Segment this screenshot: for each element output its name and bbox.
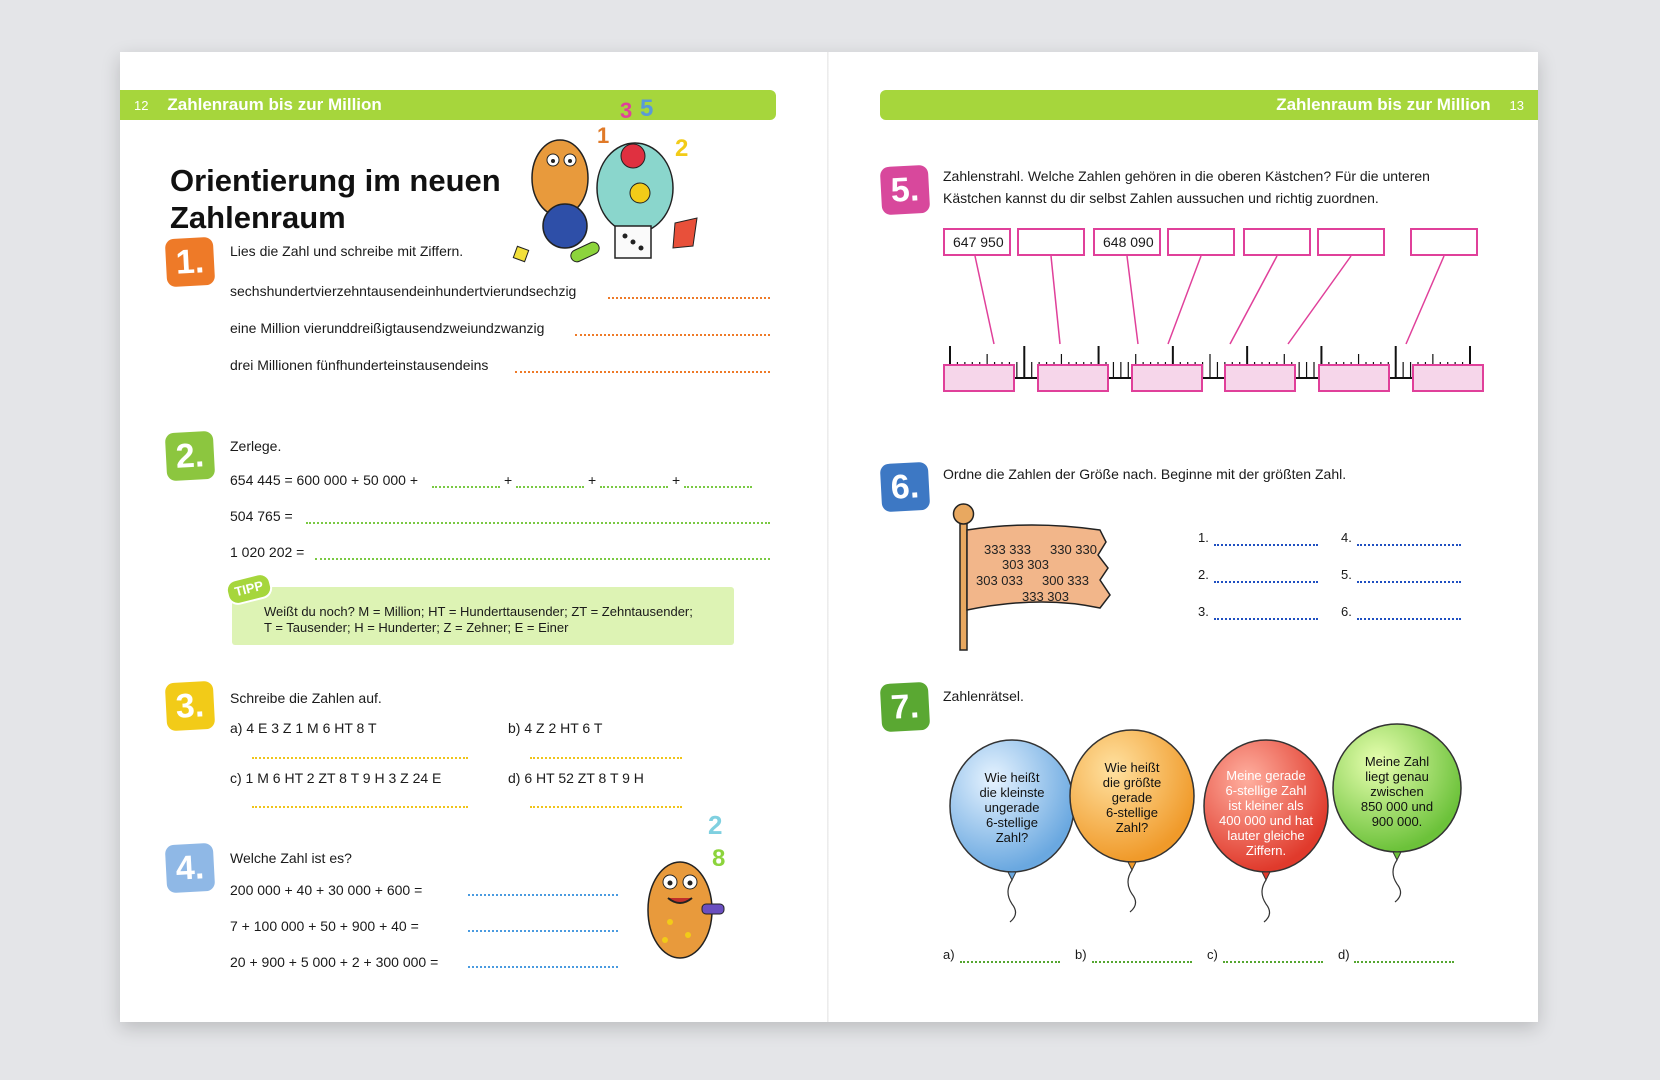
flag-number: 300 333 bbox=[1042, 573, 1089, 588]
balloon-b-text bbox=[1082, 760, 1182, 835]
order-slot-label: 5. bbox=[1341, 567, 1352, 582]
balloon-line: Ziffern. bbox=[1245, 843, 1287, 858]
plus-sign: + bbox=[672, 472, 681, 488]
exercise-2-row-3: 1 020 202 = bbox=[230, 544, 305, 560]
answer-line[interactable] bbox=[1357, 581, 1461, 583]
number-line-connector bbox=[1168, 256, 1201, 344]
exercise-1-instruction: Lies die Zahl und schreibe mit Ziffern. bbox=[230, 243, 464, 259]
balloon-line: Meine gerade bbox=[1226, 768, 1306, 783]
left-page bbox=[120, 52, 828, 1022]
plus-sign: + bbox=[588, 472, 597, 488]
balloon-line: Zahl? bbox=[1115, 820, 1149, 835]
number-line-bottom-box-4[interactable] bbox=[1224, 364, 1296, 392]
number-line-bottom-box-5[interactable] bbox=[1318, 364, 1390, 392]
exercise-4-item-1: 200 000 + 40 + 30 000 + 600 = bbox=[230, 882, 423, 898]
svg-text:5: 5 bbox=[640, 95, 654, 122]
answer-line[interactable] bbox=[252, 757, 468, 759]
number-line-connector bbox=[1288, 256, 1351, 344]
answer-line[interactable] bbox=[315, 558, 770, 560]
exercise-3-d: d) 6 HT 52 ZT 8 T 9 H bbox=[508, 770, 644, 786]
answer-label-a: a) bbox=[943, 947, 955, 962]
exercise-2-row-1: 654 445 = 600 000 + 50 000 + bbox=[230, 472, 419, 488]
exercise-5-badge: 5. bbox=[880, 165, 930, 215]
exercise-2-badge: 2. bbox=[165, 431, 215, 481]
answer-line[interactable] bbox=[1214, 544, 1318, 546]
number-line-connector bbox=[975, 256, 994, 344]
answer-line[interactable] bbox=[252, 806, 468, 808]
flag-number: 333 303 bbox=[1022, 589, 1069, 604]
balloon-line: die kleinste bbox=[979, 785, 1045, 800]
balloon-line: lauter gleiche bbox=[1227, 828, 1305, 843]
answer-line[interactable] bbox=[468, 894, 618, 896]
answer-line[interactable] bbox=[1223, 961, 1323, 963]
number-line-top-box-3[interactable]: 648 090 bbox=[1093, 228, 1161, 256]
title-line-2: Zahlenraum bbox=[170, 200, 346, 235]
number-line-bottom-box-1[interactable] bbox=[943, 364, 1015, 392]
exercise-3-a: a) 4 E 3 Z 1 M 6 HT 8 T bbox=[230, 720, 377, 736]
answer-line[interactable] bbox=[306, 522, 770, 524]
exercise-4-item-2: 7 + 100 000 + 50 + 900 + 40 = bbox=[230, 918, 419, 934]
answer-line[interactable] bbox=[575, 334, 770, 336]
balloon-line: Meine Zahl bbox=[1364, 754, 1430, 769]
number-line-bottom-box-3[interactable] bbox=[1131, 364, 1203, 392]
flag-number: 333 333 bbox=[984, 542, 1031, 557]
exercise-6-instruction: Ordne die Zahlen der Größe nach. Beginne mit der größten Zahl. bbox=[943, 466, 1347, 482]
balloon-line: ungerade bbox=[984, 800, 1040, 815]
answer-line[interactable] bbox=[1214, 581, 1318, 583]
page-number-left: 12 bbox=[134, 98, 149, 113]
answer-line[interactable] bbox=[468, 966, 618, 968]
answer-label-b: b) bbox=[1075, 947, 1087, 962]
order-slot-label: 2. bbox=[1198, 567, 1209, 582]
flag-number: 330 330 bbox=[1050, 542, 1097, 557]
answer-line[interactable] bbox=[1357, 618, 1461, 620]
number-line bbox=[940, 252, 1480, 382]
exercise-4-badge: 4. bbox=[165, 843, 215, 893]
number-line-bottom-box-6[interactable] bbox=[1412, 364, 1484, 392]
exercise-2-instruction: Zerlege. bbox=[230, 438, 282, 454]
balloon-line: 6-stellige bbox=[1105, 805, 1159, 820]
order-slot-label: 6. bbox=[1341, 604, 1352, 619]
exercise-1-item-2: eine Million vierunddreißigtausendzweiundzwanzig bbox=[230, 320, 545, 336]
balloon-line: 900 000. bbox=[1371, 814, 1423, 829]
answer-line[interactable] bbox=[468, 930, 618, 932]
tip-line-2: T = Tausender; H = Hunderter; Z = Zehner; E = Einer bbox=[264, 620, 569, 635]
book-spread bbox=[120, 52, 1538, 1022]
order-slot-label: 4. bbox=[1341, 530, 1352, 545]
balloon-line: 6-stellige bbox=[985, 815, 1039, 830]
balloon-line: 400 000 und hat bbox=[1219, 813, 1313, 828]
order-slot-label: 1. bbox=[1198, 530, 1209, 545]
page-number-right: 13 bbox=[1509, 98, 1524, 113]
balloon-line: 850 000 und bbox=[1360, 799, 1434, 814]
page-title bbox=[170, 162, 501, 236]
svg-text:8: 8 bbox=[712, 845, 726, 872]
answer-line[interactable] bbox=[515, 371, 770, 373]
tip-line-1: Weißt du noch? M = Million; HT = Hunderttausender; ZT = Zehntausender; bbox=[264, 604, 693, 619]
balloon-line: Wie heißt bbox=[984, 770, 1040, 785]
answer-line[interactable] bbox=[516, 486, 584, 488]
right-page bbox=[830, 52, 1538, 1022]
exercise-5-instruction-line-1: Zahlenstrahl. Welche Zahlen gehören in die oberen Kästchen? Für die unteren bbox=[943, 168, 1430, 184]
exercise-7-badge: 7. bbox=[880, 682, 930, 732]
answer-line[interactable] bbox=[684, 486, 752, 488]
balloon-line: ist kleiner als bbox=[1228, 798, 1304, 813]
number-line-connector bbox=[1051, 256, 1060, 344]
exercise-3-b: b) 4 Z 2 HT 6 T bbox=[508, 720, 603, 736]
svg-text:1: 1 bbox=[597, 123, 610, 148]
answer-line[interactable] bbox=[1214, 618, 1318, 620]
svg-text:2: 2 bbox=[708, 810, 723, 840]
svg-text:2: 2 bbox=[675, 135, 689, 162]
tip-label: TIPP bbox=[224, 571, 275, 607]
balloon-line: 6-stellige Zahl bbox=[1225, 783, 1307, 798]
balloon-line: gerade bbox=[1111, 790, 1153, 805]
answer-line[interactable] bbox=[1354, 961, 1454, 963]
number-line-connector bbox=[1406, 256, 1444, 344]
number-line-bottom-box-2[interactable] bbox=[1037, 364, 1109, 392]
monster-illustration-bottom bbox=[640, 800, 740, 970]
number-line-top-box-1[interactable]: 647 950 bbox=[943, 228, 1011, 256]
exercise-6-badge: 6. bbox=[880, 462, 930, 512]
answer-line[interactable] bbox=[600, 486, 668, 488]
answer-line[interactable] bbox=[960, 961, 1060, 963]
answer-line[interactable] bbox=[432, 486, 500, 488]
balloon-line: die größte bbox=[1102, 775, 1162, 790]
monster-illustration-top bbox=[515, 95, 715, 268]
svg-text:3: 3 bbox=[620, 98, 633, 123]
order-slot-label: 3. bbox=[1198, 604, 1209, 619]
plus-sign: + bbox=[504, 472, 513, 488]
exercise-4-instruction: Welche Zahl ist es? bbox=[230, 850, 352, 866]
answer-line[interactable] bbox=[1357, 544, 1461, 546]
balloon-line: Wie heißt bbox=[1104, 760, 1160, 775]
number-line-connector bbox=[1127, 256, 1138, 344]
balloon-line: liegt genau bbox=[1365, 769, 1429, 784]
banner-title-right: Zahlenraum bis zur Million bbox=[1276, 95, 1491, 114]
balloon-c-text bbox=[1211, 768, 1321, 858]
answer-line[interactable] bbox=[1092, 961, 1192, 963]
exercise-3-instruction: Schreibe die Zahlen auf. bbox=[230, 690, 382, 706]
balloon-line: zwischen bbox=[1370, 784, 1424, 799]
exercise-4-item-3: 20 + 900 + 5 000 + 2 + 300 000 = bbox=[230, 954, 439, 970]
balloon-line: Zahl? bbox=[995, 830, 1029, 845]
balloon-a-text bbox=[962, 770, 1062, 845]
flag-number: 303 303 bbox=[1002, 557, 1049, 572]
exercise-2-row-2: 504 765 = bbox=[230, 508, 293, 524]
exercise-7-instruction: Zahlenrätsel. bbox=[943, 688, 1024, 704]
title-line-1: Orientierung im neuen bbox=[170, 163, 501, 198]
balloon-d-text bbox=[1347, 754, 1447, 829]
exercise-5-instruction-line-2: Kästchen kannst du dir selbst Zahlen aussuchen und richtig zuordnen. bbox=[943, 190, 1379, 206]
exercise-1-item-1: sechshundertvierzehntausendeinhundertvierundsechzig bbox=[230, 283, 577, 299]
right-banner bbox=[880, 90, 1538, 120]
number-line-connector bbox=[1230, 256, 1277, 344]
banner-title-left: Zahlenraum bis zur Million bbox=[167, 95, 382, 114]
answer-label-c: c) bbox=[1207, 947, 1218, 962]
answer-label-d: d) bbox=[1338, 947, 1350, 962]
answer-line[interactable] bbox=[608, 297, 770, 299]
answer-line[interactable] bbox=[530, 757, 682, 759]
exercise-1-item-3: drei Millionen fünfhunderteinstausendeins bbox=[230, 357, 489, 373]
flag-number: 303 033 bbox=[976, 573, 1023, 588]
exercise-3-badge: 3. bbox=[165, 681, 215, 731]
exercise-1-badge: 1. bbox=[165, 237, 215, 287]
exercise-3-c: c) 1 M 6 HT 2 ZT 8 T 9 H 3 Z 24 E bbox=[230, 770, 442, 786]
